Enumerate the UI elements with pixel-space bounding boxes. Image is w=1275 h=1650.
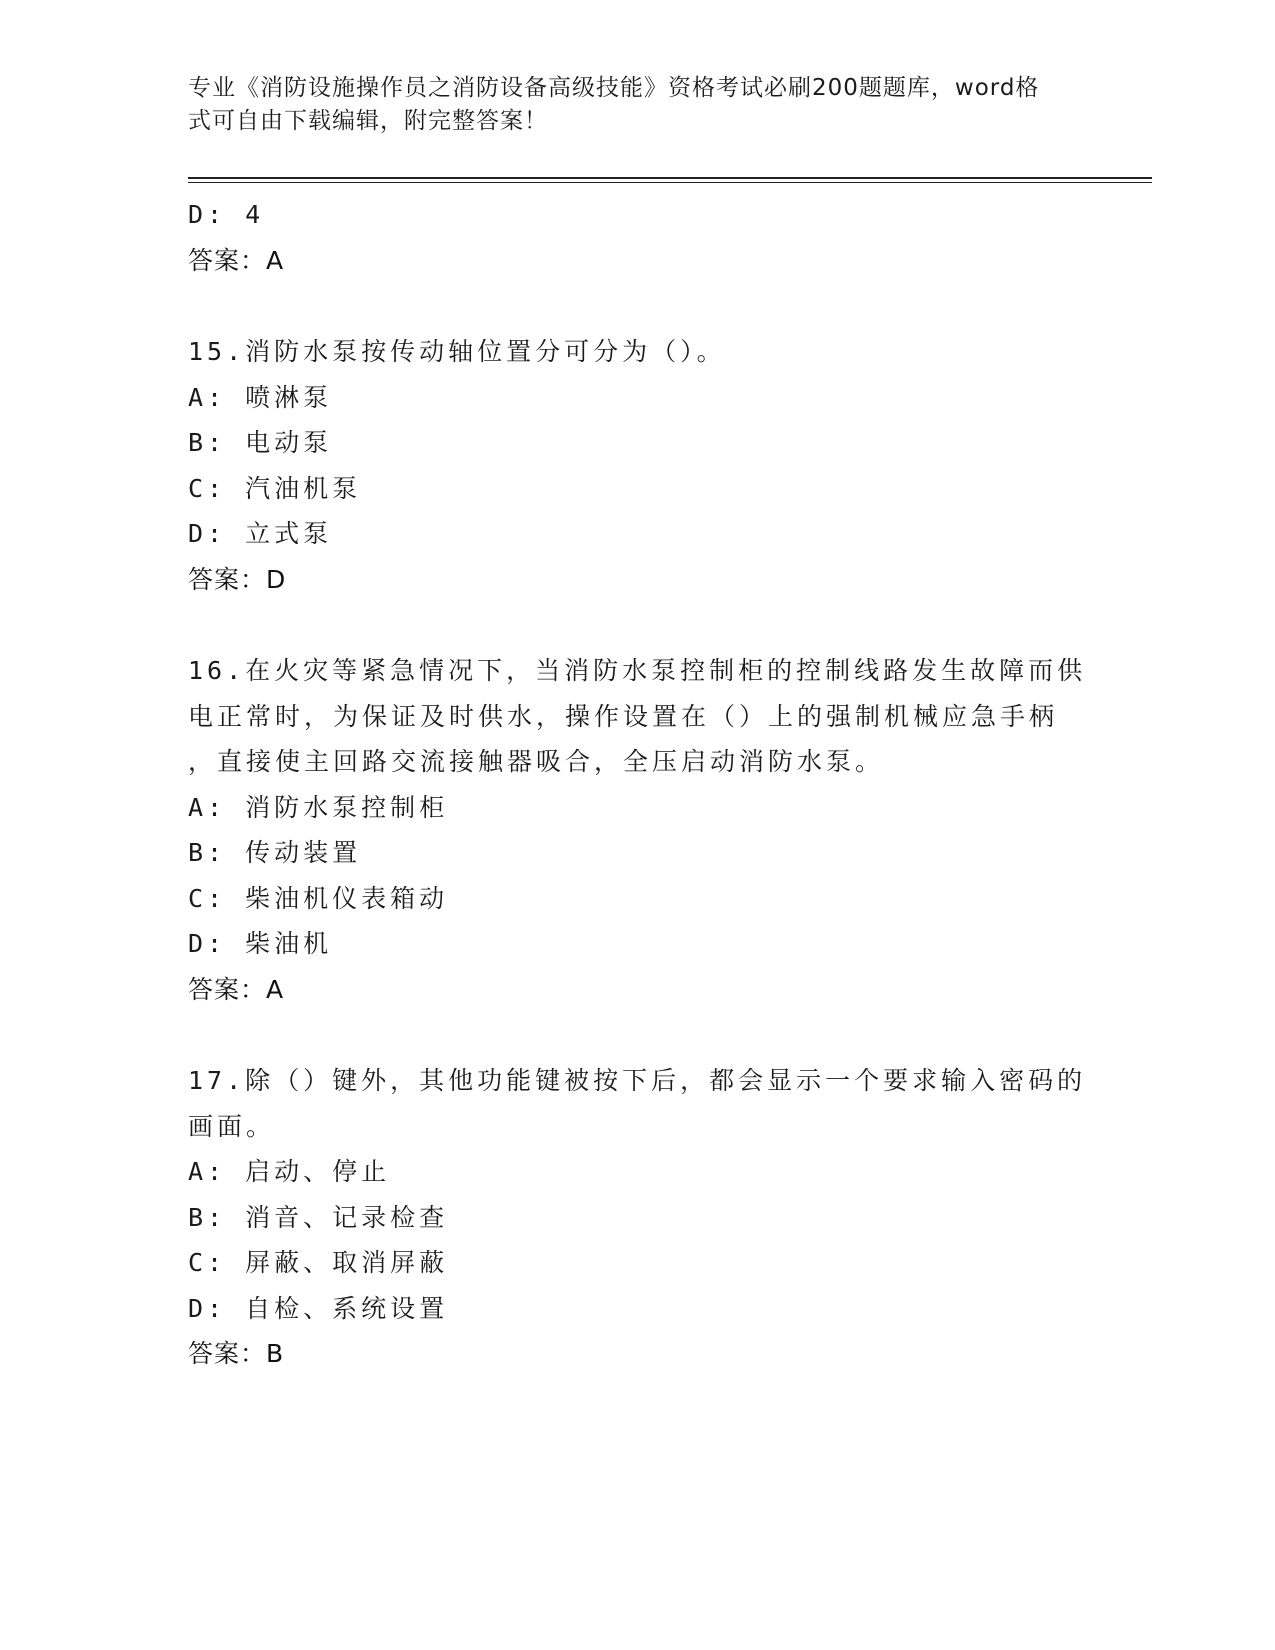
previous-question-tail [188,192,1088,283]
option-a: A: 喷淋泵 [188,382,333,412]
question-stem-line-1: 16.在火灾等紧急情况下，当消防水泵控制柜的控制线路发生故障而供 [188,656,1087,685]
question-stem-line-3: ，直接使主回路交流接触器吸合，全压启动消防水泵。 [188,747,885,776]
page-header [188,72,1088,138]
option-a: A: 消防水泵控制柜 [188,792,449,822]
question-17 [188,1058,1088,1377]
answer-line: 答案：D [188,564,287,594]
answer-line: 答案：A [188,974,285,1004]
option-d: D: 自检、系统设置 [188,1293,449,1323]
option-a: A: 启动、停止 [188,1157,391,1186]
option-d: D: 柴油机 [188,929,333,958]
answer-line: 答案：A [188,245,285,275]
option-c: C: 屏蔽、取消屏蔽 [188,1248,449,1277]
option-b: B: 传动装置 [188,838,362,867]
option-c: C: 汽油机泵 [188,473,362,503]
option-b: B: 电动泵 [188,428,333,457]
spacer [188,1012,1088,1058]
option-d: D: 4 [188,200,265,229]
question-content [188,192,1088,1377]
header-rule-thin [188,182,1152,183]
header-rule-thick [188,177,1152,179]
option-b: B: 消音、记录检查 [188,1202,449,1232]
question-stem-line-1: 17.除（）键外，其他功能键被按下后，都会显示一个要求输入密码的 [188,1066,1087,1095]
question-16 [188,648,1088,1012]
option-d: D: 立式泵 [188,519,333,548]
answer-line: 答案：B [188,1339,285,1368]
option-c: C: 柴油机仪表箱动 [188,883,449,913]
question-stem-line-2: 画面。 [188,1111,276,1141]
question-stem: 15.消防水泵按传动轴位置分可分为（）。 [188,337,726,366]
question-stem-line-2: 电正常时，为保证及时供水，操作设置在（）上的强制机械应急手柄 [188,701,1059,731]
question-15 [188,329,1088,602]
header-title-line-1: 专业《消防设施操作员之消防设备高级技能》资格考试必刷200题题库，word格 [188,75,1040,101]
spacer [188,602,1088,648]
spacer [188,283,1088,329]
header-title-line-2: 式可自由下载编辑，附完整答案！ [188,108,548,134]
